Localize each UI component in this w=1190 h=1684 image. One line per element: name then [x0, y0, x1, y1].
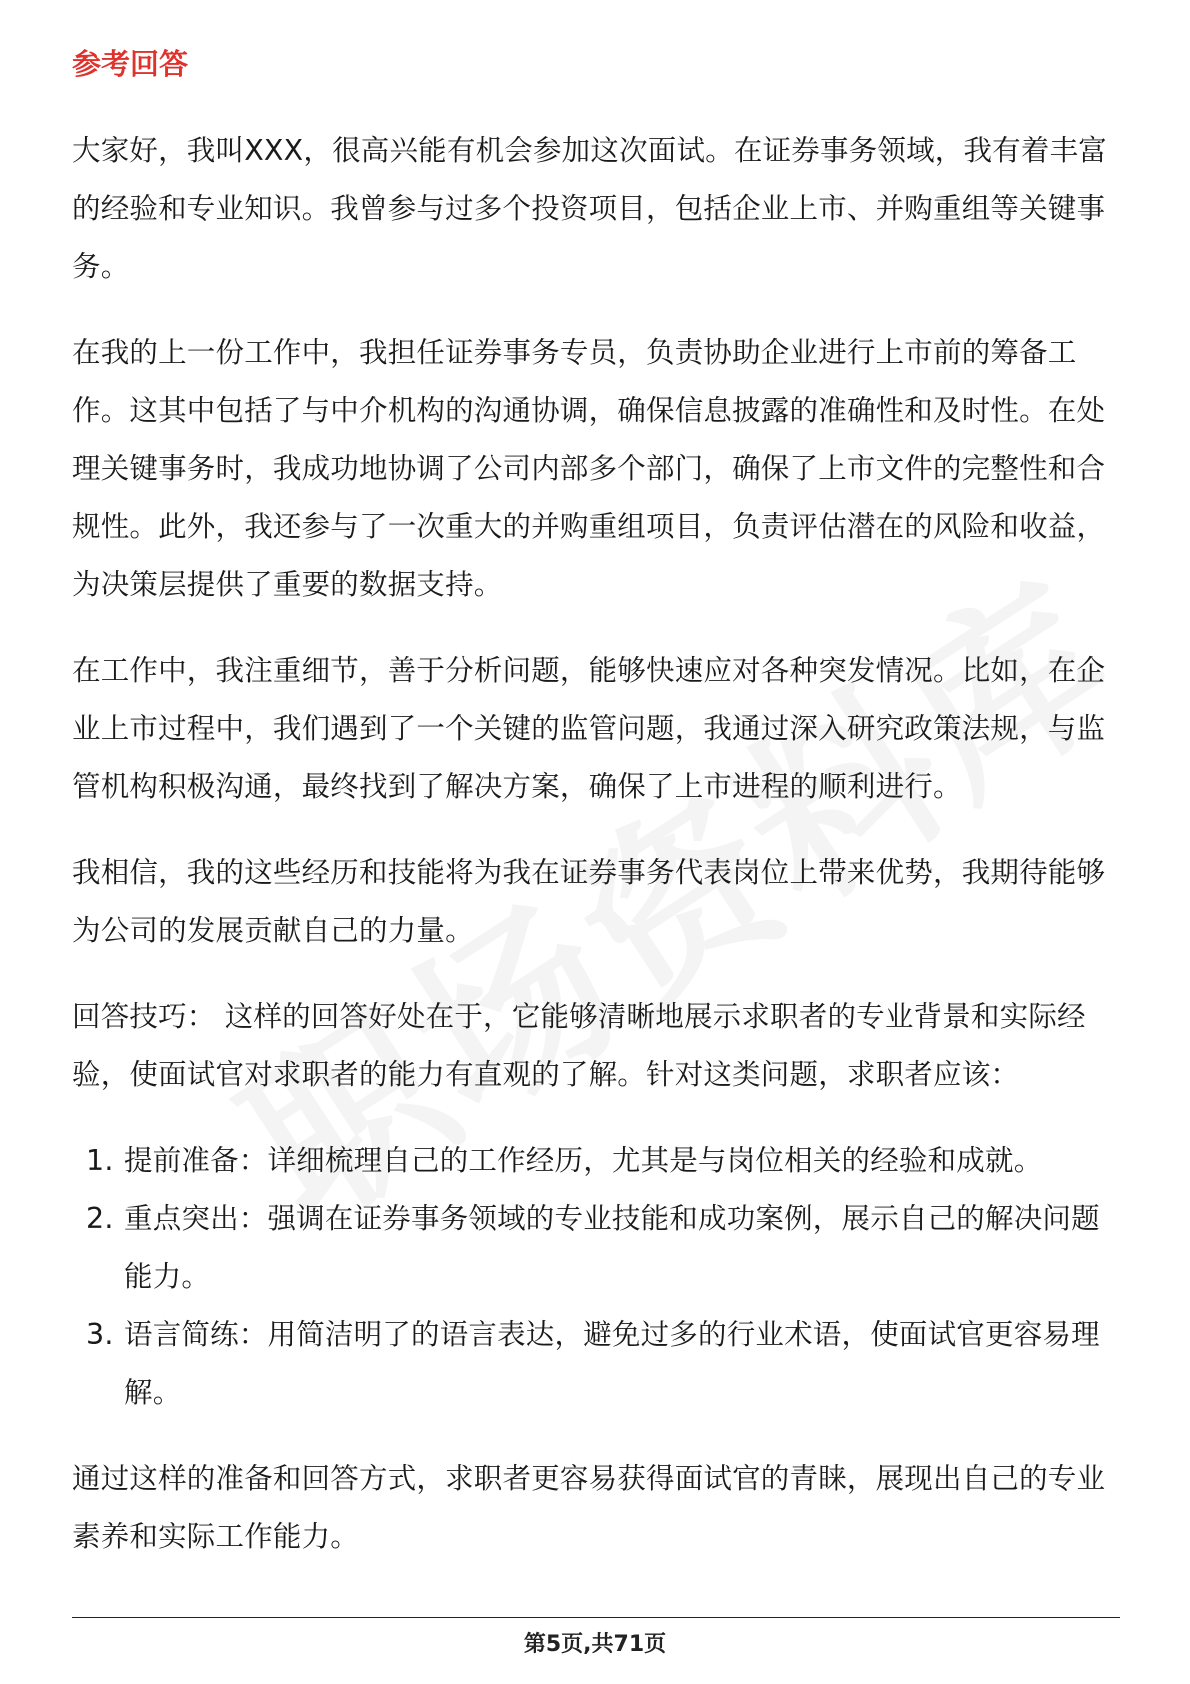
- footer-divider: [72, 1617, 1120, 1618]
- list-item-text: 重点突出：强调在证券事务领域的专业技能和成功案例，展示自己的解决问题能力。: [124, 1202, 1100, 1293]
- list-item: [72, 1132, 1120, 1190]
- paragraph-closing: 通过这样的准备和回答方式，求职者更容易获得面试官的青睐，展现出自己的专业素养和实际工作能力。: [72, 1462, 1106, 1553]
- list-item-text: 语言简练：用简洁明了的语言表达，避免过多的行业术语，使面试官更容易理解。: [124, 1318, 1100, 1409]
- paragraph-work-style: 在工作中，我注重细节，善于分析问题，能够快速应对各种突发情况。比如，在企业上市过程中，我们遇到了一个关键的监管问题，我通过深入研究政策法规，与监管机构积极沟通，最终找到了解决方案，确保了上市进程的顺利进行。: [72, 654, 1106, 803]
- paragraph-conclusion: 我相信，我的这些经历和技能将为我在证券事务代表岗位上带来优势，我期待能够为公司的发展贡献自己的力量。: [72, 856, 1106, 947]
- list-item-number: 1.: [86, 1144, 114, 1177]
- list-item-number: 3.: [86, 1318, 114, 1351]
- page-number: 第5页,共71页: [523, 1632, 667, 1657]
- paragraph-intro: 大家好，我叫XXX，很高兴能有机会参加这次面试。在证券事务领域，我有着丰富的经验和专业知识。我曾参与过多个投资项目，包括企业上市、并购重组等关键事务。: [72, 134, 1107, 283]
- tips-list: [72, 1132, 1120, 1422]
- list-item-text: 提前准备：详细梳理自己的工作经历，尤其是与岗位相关的经验和成就。: [124, 1144, 1043, 1177]
- document-page: [72, 44, 1120, 1594]
- paragraph-answer-tips: 回答技巧： 这样的回答好处在于，它能够清晰地展示求职者的专业背景和实际经验，使面试官对求职者的能力有直观的了解。针对这类问题，求职者应该：: [72, 1000, 1086, 1091]
- list-item: [72, 1306, 1120, 1422]
- paragraph-previous-job: 在我的上一份工作中，我担任证券事务专员，负责协助企业进行上市前的筹备工作。这其中包括了与中介机构的沟通协调，确保信息披露的准确性和及时性。在处理关键事务时，我成功地协调了公司内部多个部门，确保了上市文件的完整性和合规性。此外，我还参与了一次重大的并购重组项目，负责评估潜在的风险和收益，为决策层提供了重要的数据支持。: [72, 336, 1106, 601]
- list-item-number: 2.: [86, 1202, 114, 1235]
- section-heading: 参考回答: [72, 47, 189, 81]
- list-item: [72, 1190, 1120, 1306]
